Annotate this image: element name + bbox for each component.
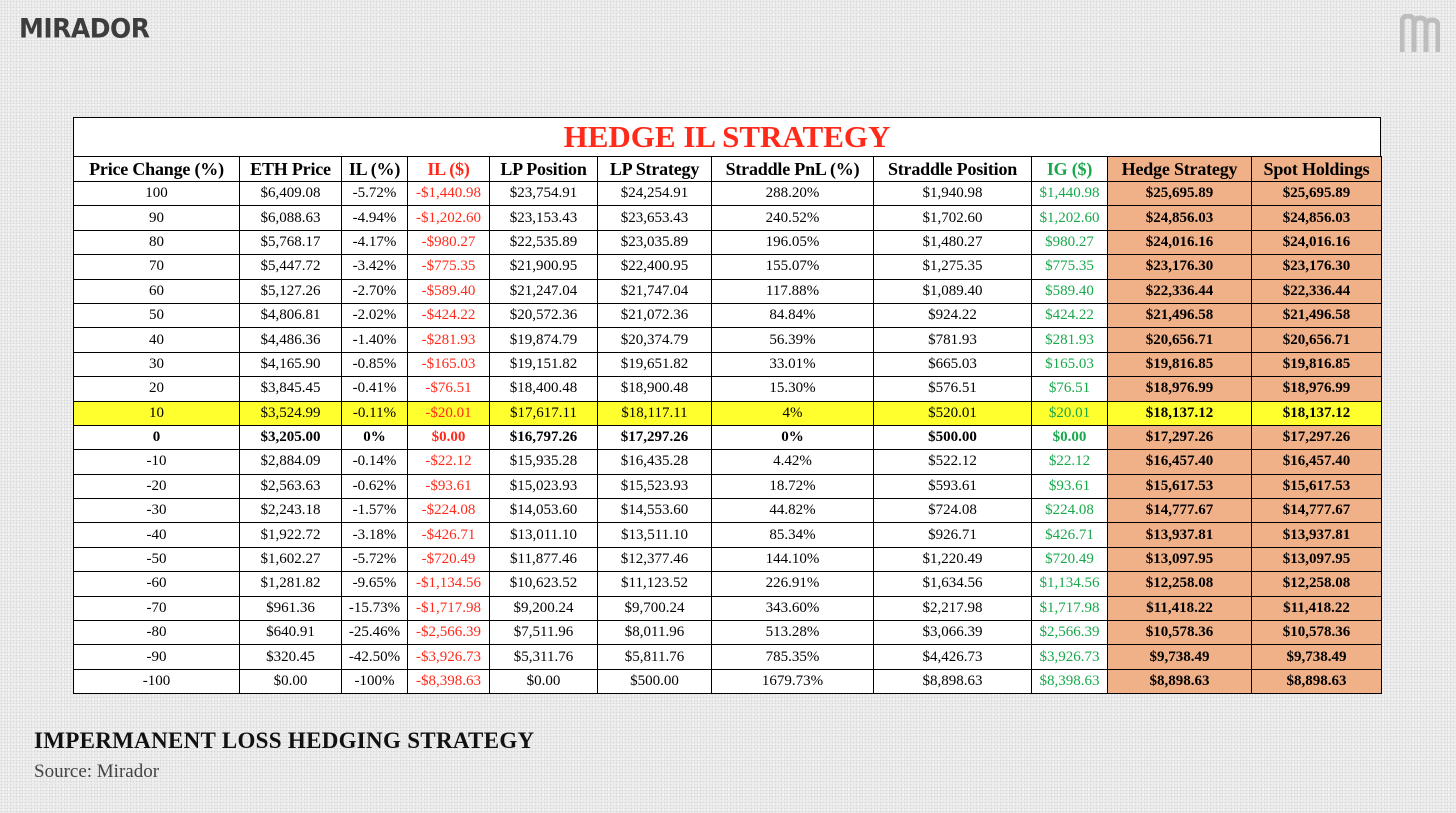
cell-hedge-strategy: $14,777.67: [1108, 499, 1252, 523]
header-row: [74, 157, 1382, 182]
hedge-table-panel: [73, 117, 1381, 694]
cell-il-percent: 0%: [342, 425, 408, 449]
cell-lp-strategy: $15,523.93: [598, 474, 712, 498]
cell-lp-position: $21,900.95: [490, 255, 598, 279]
cell-spot-holdings: $24,856.03: [1252, 206, 1382, 230]
cell-lp-strategy: $24,254.91: [598, 182, 712, 206]
cell-ig-dollar: $76.51: [1032, 377, 1108, 401]
cell-price-change: 70: [74, 255, 240, 279]
cell-lp-position: $14,053.60: [490, 499, 598, 523]
cell-eth-price: $640.91: [240, 621, 342, 645]
cell-lp-position: $18,400.48: [490, 377, 598, 401]
cell-spot-holdings: $9,738.49: [1252, 645, 1382, 669]
cell-il-percent: -0.85%: [342, 352, 408, 376]
cell-ig-dollar: $1,134.56: [1032, 572, 1108, 596]
cell-spot-holdings: $13,937.81: [1252, 523, 1382, 547]
cell-straddle-pnl: 4%: [712, 401, 874, 425]
cell-il-percent: -5.72%: [342, 182, 408, 206]
cell-hedge-strategy: $9,738.49: [1108, 645, 1252, 669]
cell-spot-holdings: $21,496.58: [1252, 303, 1382, 327]
cell-spot-holdings: $18,137.12: [1252, 401, 1382, 425]
table-row: [74, 303, 1382, 327]
table-row: [74, 523, 1382, 547]
cell-spot-holdings: $17,297.26: [1252, 425, 1382, 449]
cell-eth-price: $5,768.17: [240, 230, 342, 254]
cell-il-dollar: -$2,566.39: [408, 621, 490, 645]
cell-lp-strategy: $21,747.04: [598, 279, 712, 303]
cell-eth-price: $3,845.45: [240, 377, 342, 401]
cell-straddle-position: $724.08: [874, 499, 1032, 523]
cell-il-dollar: -$1,440.98: [408, 182, 490, 206]
cell-lp-strategy: $12,377.46: [598, 547, 712, 571]
cell-straddle-pnl: 196.05%: [712, 230, 874, 254]
cell-lp-position: $11,877.46: [490, 547, 598, 571]
table-row: [74, 572, 1382, 596]
table-row: [74, 450, 1382, 474]
cell-lp-position: $23,754.91: [490, 182, 598, 206]
col-hedge-strategy: Hedge Strategy: [1108, 157, 1252, 182]
cell-price-change: -80: [74, 621, 240, 645]
cell-straddle-position: $8,898.63: [874, 669, 1032, 693]
cell-lp-strategy: $23,653.43: [598, 206, 712, 230]
col-straddle-position: Straddle Position: [874, 157, 1032, 182]
cell-il-dollar: -$589.40: [408, 279, 490, 303]
cell-il-percent: -5.72%: [342, 547, 408, 571]
col-lp-strategy: LP Strategy: [598, 157, 712, 182]
cell-straddle-position: $926.71: [874, 523, 1032, 547]
cell-lp-position: $10,623.52: [490, 572, 598, 596]
cell-hedge-strategy: $23,176.30: [1108, 255, 1252, 279]
cell-straddle-position: $1,702.60: [874, 206, 1032, 230]
cell-spot-holdings: $16,457.40: [1252, 450, 1382, 474]
cell-straddle-position: $3,066.39: [874, 621, 1032, 645]
cell-straddle-pnl: 85.34%: [712, 523, 874, 547]
cell-ig-dollar: $720.49: [1032, 547, 1108, 571]
cell-ig-dollar: $1,440.98: [1032, 182, 1108, 206]
cell-hedge-strategy: $8,898.63: [1108, 669, 1252, 693]
cell-lp-position: $20,572.36: [490, 303, 598, 327]
hedge-il-table: [73, 156, 1382, 694]
cell-ig-dollar: $93.61: [1032, 474, 1108, 498]
table-row: [74, 596, 1382, 620]
col-straddle-pnl: Straddle PnL (%): [712, 157, 874, 182]
table-row: [74, 401, 1382, 425]
cell-eth-price: $1,922.72: [240, 523, 342, 547]
cell-il-percent: -25.46%: [342, 621, 408, 645]
cell-il-percent: -1.40%: [342, 328, 408, 352]
cell-lp-strategy: $9,700.24: [598, 596, 712, 620]
cell-lp-strategy: $5,811.76: [598, 645, 712, 669]
cell-price-change: -100: [74, 669, 240, 693]
col-price-change: Price Change (%): [74, 157, 240, 182]
cell-eth-price: $6,409.08: [240, 182, 342, 206]
cell-spot-holdings: $15,617.53: [1252, 474, 1382, 498]
cell-ig-dollar: $1,202.60: [1032, 206, 1108, 230]
cell-hedge-strategy: $18,137.12: [1108, 401, 1252, 425]
cell-ig-dollar: $3,926.73: [1032, 645, 1108, 669]
cell-lp-strategy: $14,553.60: [598, 499, 712, 523]
cell-ig-dollar: $426.71: [1032, 523, 1108, 547]
cell-straddle-position: $576.51: [874, 377, 1032, 401]
cell-lp-strategy: $16,435.28: [598, 450, 712, 474]
cell-hedge-strategy: $10,578.36: [1108, 621, 1252, 645]
cell-straddle-pnl: 155.07%: [712, 255, 874, 279]
cell-hedge-strategy: $22,336.44: [1108, 279, 1252, 303]
cell-straddle-pnl: 240.52%: [712, 206, 874, 230]
cell-straddle-pnl: 4.42%: [712, 450, 874, 474]
table-row: [74, 547, 1382, 571]
cell-spot-holdings: $13,097.95: [1252, 547, 1382, 571]
cell-straddle-position: $1,480.27: [874, 230, 1032, 254]
table-row: [74, 255, 1382, 279]
cell-lp-position: $7,511.96: [490, 621, 598, 645]
cell-hedge-strategy: $15,617.53: [1108, 474, 1252, 498]
table-row: [74, 499, 1382, 523]
cell-il-dollar: -$165.03: [408, 352, 490, 376]
cell-hedge-strategy: $21,496.58: [1108, 303, 1252, 327]
cell-lp-strategy: $17,297.26: [598, 425, 712, 449]
cell-straddle-position: $520.01: [874, 401, 1032, 425]
cell-straddle-pnl: 56.39%: [712, 328, 874, 352]
cell-ig-dollar: $424.22: [1032, 303, 1108, 327]
cell-lp-strategy: $19,651.82: [598, 352, 712, 376]
cell-il-dollar: -$93.61: [408, 474, 490, 498]
cell-spot-holdings: $8,898.63: [1252, 669, 1382, 693]
cell-price-change: 100: [74, 182, 240, 206]
cell-eth-price: $4,806.81: [240, 303, 342, 327]
cell-hedge-strategy: $11,418.22: [1108, 596, 1252, 620]
cell-straddle-position: $1,220.49: [874, 547, 1032, 571]
cell-lp-position: $19,151.82: [490, 352, 598, 376]
cell-straddle-pnl: 0%: [712, 425, 874, 449]
cell-hedge-strategy: $16,457.40: [1108, 450, 1252, 474]
col-spot-holdings: Spot Holdings: [1252, 157, 1382, 182]
cell-il-dollar: -$1,134.56: [408, 572, 490, 596]
brand-logo: MIRADOR: [19, 13, 150, 44]
cell-il-percent: -3.18%: [342, 523, 408, 547]
table-row: [74, 206, 1382, 230]
cell-il-dollar: -$76.51: [408, 377, 490, 401]
cell-ig-dollar: $20.01: [1032, 401, 1108, 425]
cell-straddle-pnl: 1679.73%: [712, 669, 874, 693]
cell-straddle-pnl: 785.35%: [712, 645, 874, 669]
cell-eth-price: $4,486.36: [240, 328, 342, 352]
cell-il-percent: -100%: [342, 669, 408, 693]
cell-eth-price: $3,524.99: [240, 401, 342, 425]
cell-eth-price: $4,165.90: [240, 352, 342, 376]
cell-straddle-position: $593.61: [874, 474, 1032, 498]
cell-il-dollar: -$3,926.73: [408, 645, 490, 669]
cell-straddle-pnl: 33.01%: [712, 352, 874, 376]
cell-straddle-pnl: 226.91%: [712, 572, 874, 596]
col-il-dollar: IL ($): [408, 157, 490, 182]
table-row: [74, 474, 1382, 498]
cell-price-change: -70: [74, 596, 240, 620]
cell-il-dollar: -$980.27: [408, 230, 490, 254]
cell-il-dollar: -$1,202.60: [408, 206, 490, 230]
cell-straddle-pnl: 288.20%: [712, 182, 874, 206]
cell-eth-price: $2,563.63: [240, 474, 342, 498]
table-row: [74, 230, 1382, 254]
cell-il-percent: -2.70%: [342, 279, 408, 303]
cell-hedge-strategy: $12,258.08: [1108, 572, 1252, 596]
cell-straddle-pnl: 15.30%: [712, 377, 874, 401]
cell-lp-position: $0.00: [490, 669, 598, 693]
table-row: [74, 645, 1382, 669]
cell-straddle-position: $4,426.73: [874, 645, 1032, 669]
cell-ig-dollar: $224.08: [1032, 499, 1108, 523]
cell-il-percent: -4.17%: [342, 230, 408, 254]
cell-price-change: 80: [74, 230, 240, 254]
cell-lp-position: $23,153.43: [490, 206, 598, 230]
cell-spot-holdings: $10,578.36: [1252, 621, 1382, 645]
cell-price-change: -20: [74, 474, 240, 498]
cell-price-change: 20: [74, 377, 240, 401]
table-title: HEDGE IL STRATEGY: [563, 119, 891, 154]
cell-straddle-position: $1,634.56: [874, 572, 1032, 596]
cell-spot-holdings: $18,976.99: [1252, 377, 1382, 401]
cell-lp-position: $13,011.10: [490, 523, 598, 547]
cell-eth-price: $1,602.27: [240, 547, 342, 571]
cell-il-percent: -0.14%: [342, 450, 408, 474]
cell-il-percent: -3.42%: [342, 255, 408, 279]
table-row: [74, 377, 1382, 401]
cell-spot-holdings: $11,418.22: [1252, 596, 1382, 620]
cell-il-dollar: -$281.93: [408, 328, 490, 352]
table-row: [74, 279, 1382, 303]
cell-il-percent: -1.57%: [342, 499, 408, 523]
cell-il-dollar: -$424.22: [408, 303, 490, 327]
cell-eth-price: $6,088.63: [240, 206, 342, 230]
cell-straddle-pnl: 44.82%: [712, 499, 874, 523]
cell-lp-strategy: $22,400.95: [598, 255, 712, 279]
cell-il-percent: -2.02%: [342, 303, 408, 327]
table-row: [74, 182, 1382, 206]
cell-price-change: 30: [74, 352, 240, 376]
cell-price-change: -30: [74, 499, 240, 523]
cell-il-dollar: -$224.08: [408, 499, 490, 523]
cell-straddle-position: $924.22: [874, 303, 1032, 327]
cell-price-change: 50: [74, 303, 240, 327]
cell-straddle-pnl: 18.72%: [712, 474, 874, 498]
cell-spot-holdings: $23,176.30: [1252, 255, 1382, 279]
cell-lp-strategy: $8,011.96: [598, 621, 712, 645]
cell-ig-dollar: $165.03: [1032, 352, 1108, 376]
cell-spot-holdings: $14,777.67: [1252, 499, 1382, 523]
cell-lp-strategy: $18,900.48: [598, 377, 712, 401]
cell-lp-position: $5,311.76: [490, 645, 598, 669]
cell-eth-price: $3,205.00: [240, 425, 342, 449]
cell-price-change: 90: [74, 206, 240, 230]
cell-il-dollar: -$426.71: [408, 523, 490, 547]
cell-price-change: -60: [74, 572, 240, 596]
cell-eth-price: $0.00: [240, 669, 342, 693]
cell-lp-strategy: $23,035.89: [598, 230, 712, 254]
cell-straddle-pnl: 117.88%: [712, 279, 874, 303]
cell-hedge-strategy: $25,695.89: [1108, 182, 1252, 206]
cell-straddle-position: $2,217.98: [874, 596, 1032, 620]
cell-il-dollar: -$8,398.63: [408, 669, 490, 693]
table-body: [74, 182, 1382, 694]
cell-straddle-position: $1,275.35: [874, 255, 1032, 279]
cell-lp-position: $19,874.79: [490, 328, 598, 352]
cell-eth-price: $320.45: [240, 645, 342, 669]
cell-straddle-position: $500.00: [874, 425, 1032, 449]
cell-il-percent: -0.62%: [342, 474, 408, 498]
cell-ig-dollar: $775.35: [1032, 255, 1108, 279]
cell-straddle-position: $522.12: [874, 450, 1032, 474]
cell-price-change: 60: [74, 279, 240, 303]
cell-eth-price: $1,281.82: [240, 572, 342, 596]
cell-ig-dollar: $980.27: [1032, 230, 1108, 254]
cell-straddle-position: $1,089.40: [874, 279, 1032, 303]
cell-il-percent: -9.65%: [342, 572, 408, 596]
cell-il-percent: -42.50%: [342, 645, 408, 669]
cell-hedge-strategy: $18,976.99: [1108, 377, 1252, 401]
cell-il-percent: -4.94%: [342, 206, 408, 230]
cell-eth-price: $5,127.26: [240, 279, 342, 303]
cell-straddle-position: $781.93: [874, 328, 1032, 352]
cell-price-change: -40: [74, 523, 240, 547]
col-eth-price: ETH Price: [240, 157, 342, 182]
cell-il-percent: -0.11%: [342, 401, 408, 425]
table-row: [74, 669, 1382, 693]
cell-ig-dollar: $8,398.63: [1032, 669, 1108, 693]
col-ig-dollar: IG ($): [1032, 157, 1108, 182]
cell-straddle-position: $1,940.98: [874, 182, 1032, 206]
cell-straddle-pnl: 144.10%: [712, 547, 874, 571]
cell-il-dollar: -$22.12: [408, 450, 490, 474]
cell-spot-holdings: $24,016.16: [1252, 230, 1382, 254]
mirador-m-icon: [1400, 14, 1440, 52]
cell-hedge-strategy: $24,016.16: [1108, 230, 1252, 254]
cell-lp-position: $15,935.28: [490, 450, 598, 474]
cell-il-dollar: $0.00: [408, 425, 490, 449]
cell-price-change: -50: [74, 547, 240, 571]
col-il-percent: IL (%): [342, 157, 408, 182]
cell-hedge-strategy: $13,097.95: [1108, 547, 1252, 571]
cell-il-percent: -0.41%: [342, 377, 408, 401]
cell-il-dollar: -$775.35: [408, 255, 490, 279]
cell-eth-price: $5,447.72: [240, 255, 342, 279]
col-lp-position: LP Position: [490, 157, 598, 182]
cell-price-change: 10: [74, 401, 240, 425]
cell-lp-strategy: $500.00: [598, 669, 712, 693]
caption-title: IMPERMANENT LOSS HEDGING STRATEGY: [34, 728, 535, 753]
cell-lp-strategy: $11,123.52: [598, 572, 712, 596]
cell-il-dollar: -$720.49: [408, 547, 490, 571]
cell-il-percent: -15.73%: [342, 596, 408, 620]
cell-ig-dollar: $2,566.39: [1032, 621, 1108, 645]
cell-lp-strategy: $21,072.36: [598, 303, 712, 327]
cell-lp-position: $16,797.26: [490, 425, 598, 449]
cell-straddle-pnl: 513.28%: [712, 621, 874, 645]
cell-spot-holdings: $12,258.08: [1252, 572, 1382, 596]
cell-lp-position: $9,200.24: [490, 596, 598, 620]
cell-price-change: 40: [74, 328, 240, 352]
cell-hedge-strategy: $13,937.81: [1108, 523, 1252, 547]
cell-spot-holdings: $22,336.44: [1252, 279, 1382, 303]
cell-hedge-strategy: $17,297.26: [1108, 425, 1252, 449]
cell-spot-holdings: $25,695.89: [1252, 182, 1382, 206]
cell-hedge-strategy: $20,656.71: [1108, 328, 1252, 352]
cell-eth-price: $961.36: [240, 596, 342, 620]
cell-hedge-strategy: $19,816.85: [1108, 352, 1252, 376]
cell-eth-price: $2,243.18: [240, 499, 342, 523]
cell-ig-dollar: $1,717.98: [1032, 596, 1108, 620]
cell-lp-position: $22,535.89: [490, 230, 598, 254]
table-row: [74, 328, 1382, 352]
table-row: [74, 621, 1382, 645]
cell-lp-strategy: $13,511.10: [598, 523, 712, 547]
cell-ig-dollar: $589.40: [1032, 279, 1108, 303]
cell-lp-position: $17,617.11: [490, 401, 598, 425]
caption-source: Source: Mirador: [34, 761, 160, 782]
cell-lp-position: $15,023.93: [490, 474, 598, 498]
cell-straddle-pnl: 343.60%: [712, 596, 874, 620]
cell-straddle-position: $665.03: [874, 352, 1032, 376]
cell-spot-holdings: $19,816.85: [1252, 352, 1382, 376]
cell-lp-position: $21,247.04: [490, 279, 598, 303]
cell-spot-holdings: $20,656.71: [1252, 328, 1382, 352]
cell-ig-dollar: $22.12: [1032, 450, 1108, 474]
table-row: [74, 425, 1382, 449]
cell-price-change: -10: [74, 450, 240, 474]
cell-ig-dollar: $0.00: [1032, 425, 1108, 449]
cell-lp-strategy: $18,117.11: [598, 401, 712, 425]
cell-hedge-strategy: $24,856.03: [1108, 206, 1252, 230]
cell-price-change: 0: [74, 425, 240, 449]
cell-il-dollar: -$20.01: [408, 401, 490, 425]
cell-straddle-pnl: 84.84%: [712, 303, 874, 327]
cell-price-change: -90: [74, 645, 240, 669]
cell-eth-price: $2,884.09: [240, 450, 342, 474]
cell-il-dollar: -$1,717.98: [408, 596, 490, 620]
cell-ig-dollar: $281.93: [1032, 328, 1108, 352]
table-row: [74, 352, 1382, 376]
cell-lp-strategy: $20,374.79: [598, 328, 712, 352]
